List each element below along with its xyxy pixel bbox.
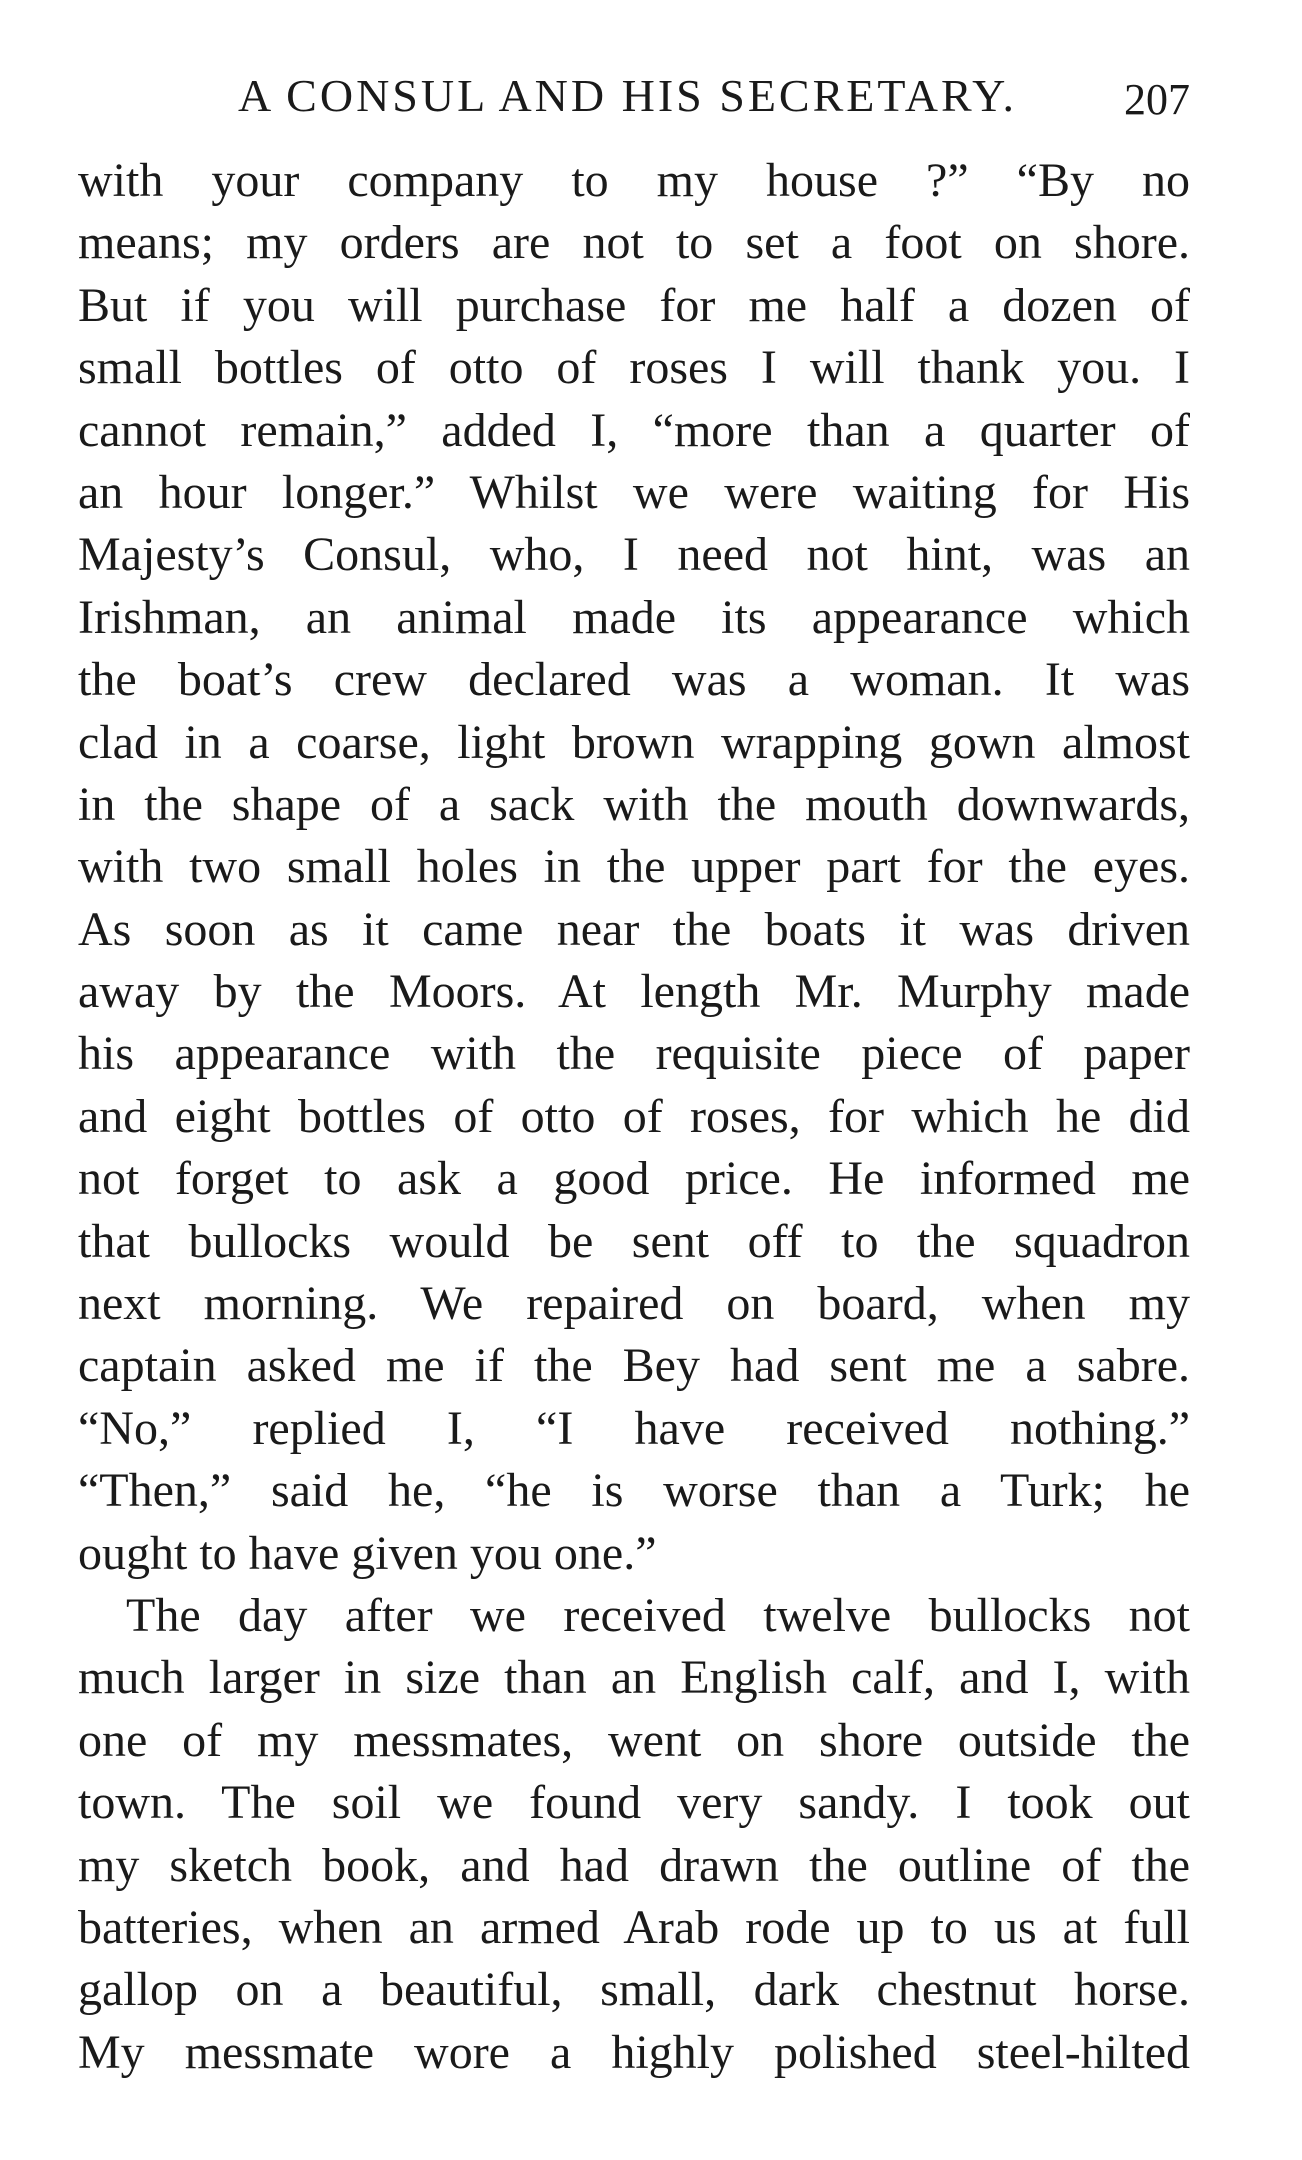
text-line: one of my messmates, went on shore outside the bbox=[78, 1713, 1190, 1767]
page-number: 207 bbox=[1124, 75, 1190, 124]
body-text bbox=[78, 150, 1190, 2084]
text-line: “Then,” said he, “he is worse than a Turk; he bbox=[78, 1464, 1190, 1518]
text-line: But if you will purchase for me half a dozen of bbox=[78, 278, 1190, 332]
running-title: A CONSUL AND HIS SECRETARY. bbox=[238, 70, 1017, 121]
text-line: the boat’s crew declared was a woman. It was bbox=[78, 653, 1190, 707]
text-line: much larger in size than an English calf, and I, with bbox=[78, 1651, 1190, 1705]
text-line: gallop on a beautiful, small, dark chestnut horse. bbox=[78, 1963, 1190, 2017]
running-head bbox=[78, 66, 1190, 126]
text-line: that bullocks would be sent off to the squadron bbox=[78, 1214, 1190, 1268]
paragraph bbox=[78, 1585, 1190, 2084]
text-line: and eight bottles of otto of roses, for which he did bbox=[78, 1089, 1190, 1143]
text-line: next morning. We repaired on board, when my bbox=[78, 1277, 1190, 1331]
text-line: My messmate wore a highly polished steel-hilted bbox=[78, 2025, 1190, 2079]
text-line: not forget to ask a good price. He informed me bbox=[78, 1152, 1190, 1206]
text-line: The day after we received twelve bullocks not bbox=[126, 1588, 1190, 1642]
text-line: cannot remain,” added I, “more than a quarter of bbox=[78, 403, 1190, 457]
text-line: captain asked me if the Bey had sent me a sabre. bbox=[78, 1339, 1190, 1393]
text-line: ought to have given you one.” bbox=[78, 1526, 657, 1580]
text-line: with two small holes in the upper part for the eyes. bbox=[78, 840, 1190, 894]
text-line: “No,” replied I, “I have received nothing.” bbox=[78, 1401, 1190, 1455]
text-line: in the shape of a sack with the mouth downwards, bbox=[78, 777, 1190, 831]
text-line: small bottles of otto of roses I will thank you. I bbox=[78, 341, 1190, 395]
text-line: my sketch book, and had drawn the outline of the bbox=[78, 1838, 1190, 1892]
text-line: Irishman, an animal made its appearance which bbox=[78, 590, 1190, 644]
text-line: town. The soil we found very sandy. I took out bbox=[78, 1776, 1190, 1830]
text-line: batteries, when an armed Arab rode up to us at full bbox=[78, 1900, 1190, 1954]
text-line: his appearance with the requisite piece of paper bbox=[78, 1027, 1190, 1081]
text-line: means; my orders are not to set a foot on shore. bbox=[78, 216, 1190, 270]
text-line: clad in a coarse, light brown wrapping gown almost bbox=[78, 715, 1190, 769]
text-line: with your company to my house ?” “By no bbox=[78, 154, 1190, 207]
paragraph bbox=[78, 150, 1190, 1585]
text-line: Majesty’s Consul, who, I need not hint, was an bbox=[78, 528, 1190, 582]
text-line: As soon as it came near the boats it was driven bbox=[78, 902, 1190, 956]
text-line: away by the Moors. At length Mr. Murphy made bbox=[78, 965, 1190, 1019]
text-line: an hour longer.” Whilst we were waiting for His bbox=[78, 465, 1190, 519]
